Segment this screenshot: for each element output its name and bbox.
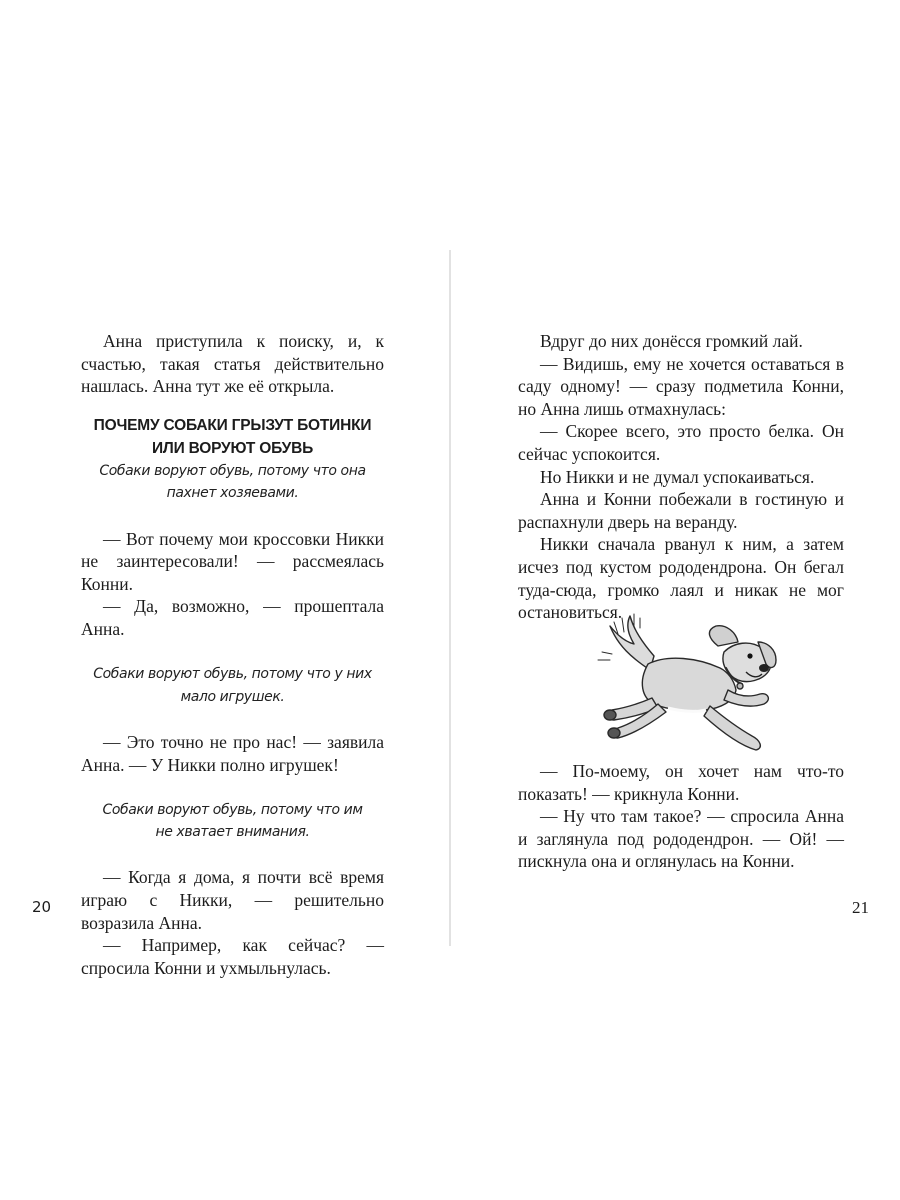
story-paragraph: Вдруг до них донёсся громкий лай. [540,331,803,351]
page-number-right: 21 [852,898,869,917]
right-page-text-bottom [518,760,844,873]
article-heading-line1: ПОЧЕМУ СОБАКИ ГРЫЗУТ БОТИНКИ [93,416,372,434]
article-heading-line2: ИЛИ ВОРУЮТ ОБУВЬ [151,439,314,457]
story-paragraph: — Ну что там такое? — спросила Анна и заглянула под рододендрон. — Ой! — пискнула она и оглянулась на Конни. [518,806,844,872]
story-paragraph: Но Никки и не думал успокаиваться. [540,466,815,487]
right-page-text-top [518,330,844,624]
dialogue-paragraph: — Вот почему мои кроссовки Никки не заинтересовали! — рассмеялась Конни. [81,528,384,594]
story-paragraph: Анна и Конни побежали в гостиную и распахнули дверь на веранду. [518,489,844,532]
page-number-left: 20 [32,898,52,916]
story-paragraph: — Видишь, ему не хочется оставаться в саду одному! — сразу подметила Конни, но Анна лишь отмахнулась: [518,353,844,419]
reason-callout-2: Собаки воруют обувь, потому что у них мало игрушек. [93,666,372,705]
story-paragraph: — Скорее всего, это просто белка. Он сейчас успокоится. [518,421,844,464]
running-dog-illustration [588,612,780,754]
left-page-text [81,330,384,979]
story-paragraph: — По-моему, он хочет нам что-то показать! — крикнула Конни. [518,761,844,804]
dialogue-paragraph: — Да, возможно, — прошептала Анна. [81,596,384,639]
story-paragraph: Никки сначала рванул к ним, а затем исчез под кустом рододендрона. Он бегал туда-сюда, громко лаял и никак не мог остановиться. [518,534,844,623]
page-gutter-divider [449,250,451,946]
reason-callout-3: Собаки воруют обувь, потому что им не хватает внимания. [102,801,363,841]
dialogue-paragraph: — Это точно не про нас! — заявила Анна. — У Никки полно игрушек! [81,731,384,775]
dialogue-paragraph: — Например, как сейчас? — спросила Конни и ухмыльнулась. [81,935,384,978]
intro-paragraph: Анна приступила к поиску, и, к счастью, такая статья действительно нашлась. Анна тут же её открыла. [81,331,384,397]
reason-callout-1: Собаки воруют обувь, потому что она пахнет хозяевами. [99,462,366,502]
dialogue-paragraph: — Когда я дома, я почти всё время играю с Никки, — решительно возразила Анна. [81,867,384,933]
